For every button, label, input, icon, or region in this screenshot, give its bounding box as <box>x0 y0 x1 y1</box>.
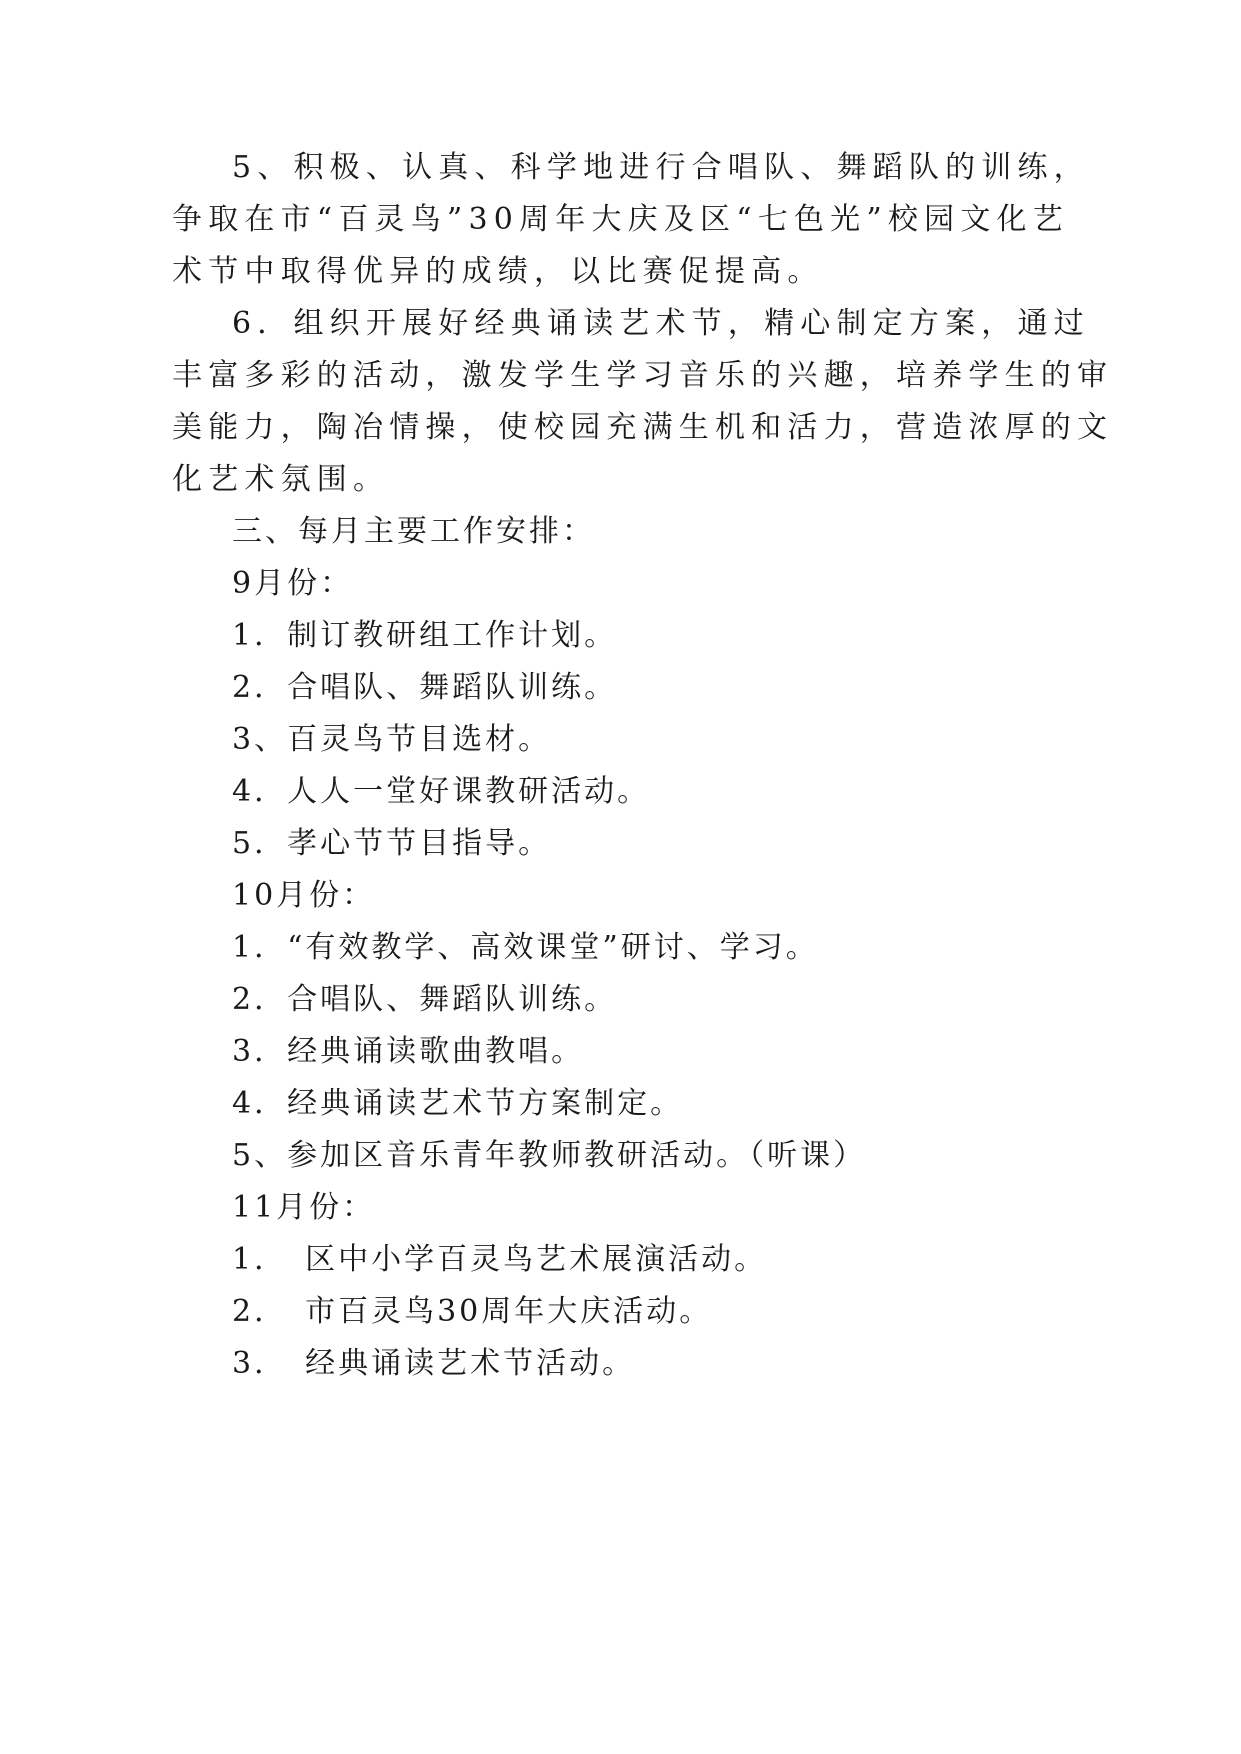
list-item: 1．制订教研组工作计划。 <box>232 618 618 653</box>
paragraph-5-line-2: 争取在市“百灵鸟”30周年大庆及区“七色光”校园文化艺 <box>172 202 1069 237</box>
month-title-september: 9月份： <box>232 566 354 601</box>
paragraph-5-line-1: 5、积极、认真、科学地进行合唱队、舞蹈队的训练， <box>232 150 1090 185</box>
list-item: 3． 经典诵读艺术节活动。 <box>232 1346 636 1381</box>
paragraph-6-line-1: 6．组织开展好经典诵读艺术节，精心制定方案，通过 <box>232 306 1090 341</box>
list-item: 1．“有效教学、高效课堂”研讨、学习。 <box>232 930 819 965</box>
list-item: 3．经典诵读歌曲教唱。 <box>232 1034 585 1069</box>
list-item: 2．合唱队、舞蹈队训练。 <box>232 670 618 705</box>
month-title-november: 11月份： <box>232 1190 376 1225</box>
list-item: 5．孝心节节目指导。 <box>232 826 552 861</box>
list-item: 2．合唱队、舞蹈队训练。 <box>232 982 618 1017</box>
list-item: 5、参加区音乐青年教师教研活动。（听课） <box>232 1138 867 1173</box>
paragraph-5-line-3: 术节中取得优异的成绩，以比赛促提高。 <box>172 254 824 289</box>
list-item: 3、百灵鸟节目选材。 <box>232 722 552 757</box>
paragraph-6-line-4: 化艺术氛围。 <box>172 462 390 497</box>
paragraph-6-line-3: 美能力，陶冶情操，使校园充满生机和活力，营造浓厚的文 <box>172 410 1114 445</box>
paragraph-6-line-2: 丰富多彩的活动，激发学生学习音乐的兴趣，培养学生的审 <box>172 358 1114 393</box>
list-item: 4．人人一堂好课教研活动。 <box>232 774 651 809</box>
section-heading: 三、每月主要工作安排： <box>232 514 595 549</box>
list-item: 4．经典诵读艺术节方案制定。 <box>232 1086 684 1121</box>
month-title-october: 10月份： <box>232 878 376 913</box>
list-item: 1． 区中小学百灵鸟艺术展演活动。 <box>232 1242 768 1277</box>
list-item: 2． 市百灵鸟30周年大庆活动。 <box>232 1294 713 1329</box>
